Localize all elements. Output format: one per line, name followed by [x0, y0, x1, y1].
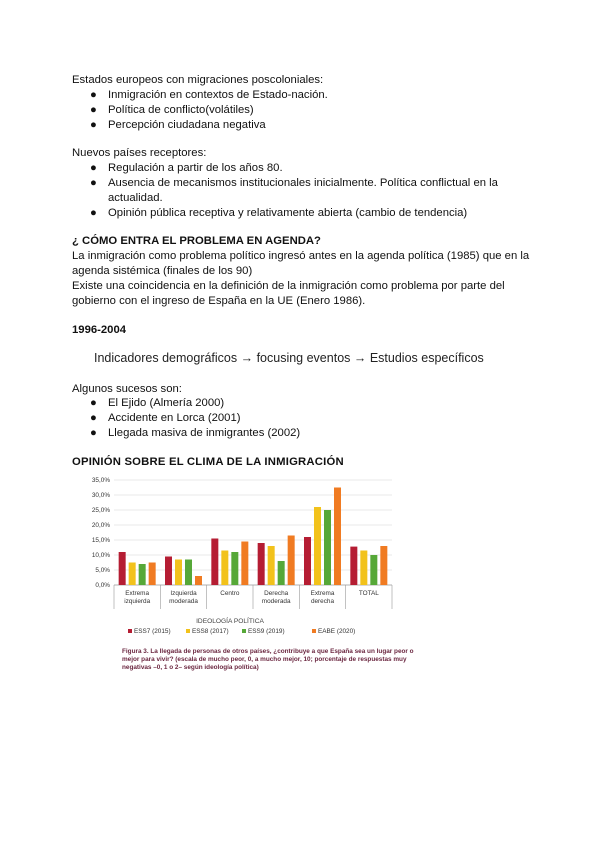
list-item: ● Regulación a partir de los años 80. — [90, 162, 283, 174]
sucesos-list — [72, 396, 300, 441]
x-tick-label: TOTAL — [358, 590, 379, 597]
bar — [119, 552, 126, 585]
nuevos-paises-list — [72, 161, 500, 221]
x-tick-label: derecha — [310, 598, 335, 605]
x-tick-label: moderada — [169, 598, 198, 605]
bar — [165, 557, 172, 586]
bar — [350, 547, 357, 585]
x-tick-label: izquierda — [124, 598, 151, 605]
bar — [324, 510, 331, 585]
figure-caption: Figura 3. La llegada de personas de otros países, ¿contribuye a que España sea un lugar peor o mejor para vivir? (escala de mucho peor, 0, a mucho mejor, 10; porcentaje de respuestas muy negativas –0, 1 o 2– según ideología política) — [122, 648, 414, 672]
agenda-para2-line1: Existe una coincidencia en la definición de la inmigración como problema por parte del — [72, 280, 505, 292]
x-tick-label: Centro — [220, 590, 240, 597]
nuevos-paises-intro: Nuevos países receptores: — [72, 147, 207, 159]
bar — [211, 539, 218, 586]
bar — [241, 542, 248, 586]
legend-label: ESS8 (2017) — [192, 628, 229, 635]
bar — [258, 543, 265, 585]
estados-europeos-intro: Estados europeos con migraciones poscoloniales: — [72, 74, 324, 86]
legend-swatch — [242, 629, 246, 633]
x-tick-label: Izquierda — [170, 590, 197, 597]
chart-y-ticks — [92, 477, 110, 589]
estados-europeos-list — [72, 88, 328, 133]
x-tick-label: Extrema — [125, 590, 150, 597]
bar — [314, 507, 321, 585]
x-tick-label: moderada — [261, 598, 291, 605]
legend-label: EABE (2020) — [318, 628, 356, 635]
bar — [268, 546, 275, 585]
list-item: ● El Ejido (Almería 2000) — [90, 397, 225, 409]
list-item: ● Llegada masiva de inmigrantes (2002) — [90, 427, 301, 439]
bar — [129, 563, 136, 586]
list-item: ● Accidente en Lorca (2001) — [90, 412, 241, 424]
y-tick-label: 30,0% — [91, 492, 110, 500]
list-item: ● Política de conflicto(volátiles) — [90, 104, 254, 116]
y-tick-label: 15,0% — [91, 537, 110, 545]
bar — [195, 576, 202, 585]
legend-label: ESS9 (2019) — [248, 628, 285, 635]
list-item: ● Opinión pública receptiva y relativamente abierta (cambio de tendencia) — [90, 207, 468, 219]
bar — [231, 552, 238, 585]
y-tick-label: 20,0% — [91, 522, 110, 530]
list-item: ● Inmigración en contextos de Estado-nación. — [90, 89, 328, 101]
y-tick-label: 25,0% — [91, 507, 110, 515]
y-tick-label: 0,0% — [95, 582, 110, 590]
chart-gridlines — [114, 480, 392, 585]
chart-bars — [119, 488, 388, 586]
chart-x-ticks — [114, 585, 392, 609]
y-tick-label: 5,0% — [95, 567, 110, 575]
opinion-title: OPINIÓN SOBRE EL CLIMA DE LA INMIGRACIÓN — [72, 456, 344, 468]
legend-swatch — [128, 629, 132, 633]
bar — [278, 561, 285, 585]
x-tick-label: Derecha — [264, 590, 289, 597]
bar — [360, 551, 367, 586]
agenda-para2-line2: gobierno con el ingreso de España en la UE (Enero 1986). — [72, 295, 366, 307]
agenda-para1-line2: agenda sistémica (finales de los 90) — [72, 265, 253, 277]
y-tick-label: 10,0% — [91, 552, 110, 560]
agenda-heading: ¿ CÓMO ENTRA EL PROBLEMA EN AGENDA? — [72, 235, 321, 247]
y-tick-label: 35,0% — [91, 477, 110, 485]
legend-swatch — [186, 629, 190, 633]
immigration-climate-chart — [80, 472, 400, 644]
bar — [334, 488, 341, 586]
bar — [149, 563, 156, 586]
x-tick-label: Extrema — [310, 590, 335, 597]
legend-swatch — [312, 629, 316, 633]
period-heading: 1996-2004 — [72, 324, 127, 336]
list-item: ● Percepción ciudadana negativa — [90, 119, 266, 131]
list-item: ● Ausencia de mecanismos institucionales inicialmente. Política conflictual en la actualidad. — [90, 177, 498, 204]
bar — [139, 564, 146, 585]
chart-legend — [128, 628, 355, 635]
bar — [175, 560, 182, 586]
bar — [288, 536, 295, 586]
agenda-para1-line1: La inmigración como problema político ingresó antes en la agenda política (1985) que en la — [72, 250, 530, 262]
legend-label: ESS7 (2015) — [134, 628, 171, 635]
bar — [221, 551, 228, 586]
bar — [370, 555, 377, 585]
chart-x-axis-label: IDEOLOGÍA POLÍTICA — [196, 618, 264, 625]
flow-line: Indicadores demográficos → focusing eventos → Estudios específicos — [94, 351, 484, 365]
bar — [380, 546, 387, 585]
sucesos-intro: Algunos sucesos son: — [72, 383, 182, 395]
bar — [185, 560, 192, 586]
bar — [304, 537, 311, 585]
